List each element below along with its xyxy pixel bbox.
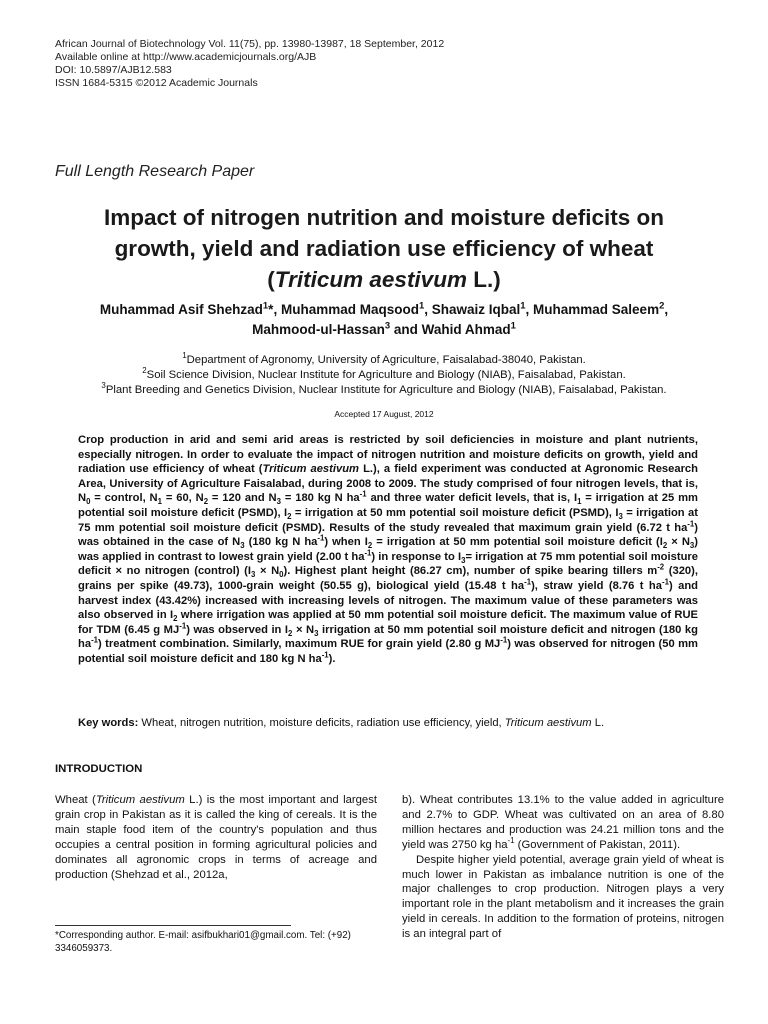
affiliation-text: Soil Science Division, Nuclear Institute for Agriculture and Biology (NIAB), Faisalabad, Pakistan. <box>146 369 626 381</box>
keywords-end: L. <box>591 717 605 729</box>
paragraph-species: Triticum aestivum <box>95 794 185 806</box>
abstract-text: = irrigation at 50 mm potential soil moisture deficit (I <box>372 536 663 549</box>
abstract-text: = control, N <box>90 492 158 505</box>
paragraph-text: (Government of Pakistan, 2011). <box>514 838 681 851</box>
issn-line: ISSN 1684-5315 ©2012 Academic Journals <box>55 77 258 89</box>
subscript: 3 <box>240 541 245 551</box>
abstract-text: ). Highest plant height (86.27 cm), number of spike bearing tillers m <box>283 565 658 578</box>
affiliation-sup: 2 <box>142 366 147 376</box>
journal-citation: African Journal of Biotechnology Vol. 11(75), pp. 13980-13987, 18 September, 2012 <box>55 38 445 50</box>
abstract-text: = 60, N <box>162 492 204 505</box>
author-name: Muhammad Maqsood <box>280 302 419 317</box>
availability-line: Available online at http://www.academicjournals.org/AJB <box>55 51 317 63</box>
abstract-text: ) was observed in I <box>186 623 289 636</box>
abstract-text: = 120 and N <box>208 492 277 505</box>
author-name: Wahid Ahmad <box>421 322 511 337</box>
author-list <box>40 300 728 340</box>
abstract-text: × N <box>292 623 315 636</box>
subscript: 1 <box>157 497 162 507</box>
affiliation-sup: 3 <box>101 381 106 391</box>
author-separator: , <box>273 302 281 317</box>
affiliation-text: Department of Agronomy, University of Agriculture, Faisalabad-38040, Pakistan. <box>186 354 586 366</box>
abstract-text: ). <box>328 652 336 665</box>
author-name: Muhammad Saleem <box>533 302 660 317</box>
abstract <box>78 433 698 667</box>
superscript: -1 <box>359 489 367 499</box>
abstract-text: Crop production in arid and semi arid areas is restricted by soil deficiencies in moisture and plant nutrients, especially nitrogen. In order to evaluate the impact of nitrogen nutrition and moisture deficits on growth, yield and radiation use efficiency of wheat ( <box>78 434 698 476</box>
abstract-text: ) and harvest index (43.42%) increased with increasing levels of nitrogen. The maximum value of these parameters was also observed in I <box>78 579 698 622</box>
abstract-text: where irrigation was applied at 50 mm potential soil moisture deficit. The maximum value of RUE for TDM (6.45 g MJ <box>78 609 698 636</box>
superscript: -1 <box>687 518 695 528</box>
superscript: -1 <box>500 635 508 645</box>
abstract-text: ) treatment combination. Similarly, maximum RUE for grain yield (2.80 g MJ <box>98 638 501 651</box>
subscript: 3 <box>689 541 695 551</box>
paper-type: Full Length Research Paper <box>55 163 255 180</box>
abstract-text: ) in response to I <box>371 550 462 563</box>
paragraph: Despite higher yield potential, average grain yield of wheat is much lower in Pakistan as imbalance nutrition is one of the major challenges to crop production. Nitrogen plays a very important role in the plant metabolism and it increases the grain yield in cereals. In addition to the formation of proteins, nitrogen is an integral part of <box>402 853 724 941</box>
subscript: 3 <box>276 497 281 507</box>
keywords-species: Triticum aestivum <box>504 717 592 729</box>
abstract-text: (180 kg N ha <box>244 536 318 549</box>
subscript: 2 <box>662 541 668 551</box>
abstract-text: ) was observed for nitrogen (50 mm potential soil moisture deficit and 180 kg N ha <box>78 638 698 665</box>
subscript: 2 <box>367 541 373 551</box>
title-paren-open: ( <box>267 267 275 292</box>
subscript: 0 <box>279 570 284 580</box>
subscript: 3 <box>314 628 319 638</box>
subscript: 3 <box>251 570 256 580</box>
subscript: 0 <box>86 497 91 507</box>
paragraph-text: L.) is the most important and largest grain crop in Pakistan as it is called the king of cereals. It is the main staple food item of the country's population and thus occupies a central position in forming agricultural policies and dominates all agronomic crops in terms of acreage and production (Shehzad et al., 2012a, <box>55 794 377 881</box>
author-name: Mahmood-ul-Hassan <box>252 322 385 337</box>
abstract-text: = irrigation at 75 mm potential soil moisture deficit (PSMD). Results of the study revealed that maximum grain yield (6.72 t ha <box>78 506 699 534</box>
abstract-text: (320), grains per spike (49.73), 1000-grain weight (50.55 g), biological yield (15.48 t ha <box>78 565 698 592</box>
abstract-text: = 180 kg N ha <box>281 492 360 505</box>
section-heading-introduction: INTRODUCTION <box>55 763 143 775</box>
affiliation <box>40 368 728 383</box>
keywords-text: Wheat, nitrogen nutrition, moisture deficits, radiation use efficiency, yield, <box>138 717 505 729</box>
title-line-1: Impact of nitrogen nutrition and moisture deficits on <box>103 205 664 230</box>
author-separator: and <box>390 322 422 337</box>
author-affil-sup: 1 <box>520 300 526 312</box>
paragraph <box>55 793 377 882</box>
subscript: 3 <box>461 555 466 565</box>
journal-header <box>55 38 444 90</box>
doi-line: DOI: 10.5897/AJB12.583 <box>55 64 172 76</box>
author-affil-sup: 1 <box>262 300 269 312</box>
body-column-left <box>55 793 377 882</box>
author-affil-sup: 1 <box>510 320 516 332</box>
abstract-text: irrigation at 50 mm potential soil moisture deficit and nitrogen (180 kg ha <box>78 623 698 651</box>
superscript: -1 <box>91 635 99 645</box>
corresponding-mark: * <box>268 302 274 317</box>
paragraph-text: b). Wheat contributes 13.1% to the value added in agriculture and 2.7% to GDP. Wheat was cultivated on an area of 8.80 million hectares and production was 24.21 million tons and the yield was 2750 kg ha <box>402 794 724 851</box>
title-line-2: growth, yield and radiation use efficiency of wheat <box>114 236 654 261</box>
paper-title <box>40 202 728 295</box>
superscript: -1 <box>179 620 187 630</box>
affiliation <box>40 383 728 398</box>
subscript: 2 <box>288 628 293 638</box>
subscript: 3 <box>618 512 623 522</box>
superscript: -1 <box>524 577 532 587</box>
author-affil-sup: 2 <box>659 300 665 312</box>
superscript: -1 <box>317 533 325 543</box>
abstract-text: and three water deficit levels, that is, I <box>366 492 578 505</box>
corresponding-author-footnote: *Corresponding author. E-mail: asifbukhari01@gmail.com. Tel: (+92) 3346059373. <box>55 930 351 954</box>
accepted-date: Accepted 17 August, 2012 <box>334 409 434 419</box>
abstract-text: = irrigation at 75 mm potential soil moisture deficit × no nitrogen (control) (I <box>78 550 698 578</box>
author-name: Muhammad Asif Shehzad <box>99 302 263 317</box>
author-name: Shawaiz Iqbal <box>431 302 521 317</box>
subscript: 2 <box>173 614 178 624</box>
abstract-text: × N <box>255 565 280 578</box>
abstract-text: ) was applied in contrast to lowest grain yield (2.00 t ha <box>78 536 698 563</box>
author-separator: , <box>525 302 534 317</box>
keywords-label: Key words: <box>78 717 139 729</box>
abstract-text: ) was obtained in the case of N <box>78 521 698 549</box>
abstract-text: ), straw yield (8.76 t ha <box>531 579 662 592</box>
abstract-text: × N <box>667 536 690 549</box>
abstract-text: = irrigation at 50 mm potential soil moisture deficit (PSMD), I <box>291 506 619 519</box>
title-paren-close: L.) <box>466 267 501 292</box>
subscript: 1 <box>577 497 582 507</box>
abstract-text: = irrigation at 25 mm potential soil moisture deficit (PSMD), I <box>78 492 698 519</box>
footnote-divider <box>55 925 291 926</box>
body-column-right <box>402 793 724 942</box>
affiliation-text: Plant Breeding and Genetics Division, Nuclear Institute for Agriculture and Biology (NIAB), Faisalabad, Pakistan. <box>105 384 667 396</box>
author-affil-sup: 1 <box>418 300 425 312</box>
subscript: 2 <box>287 512 292 522</box>
title-species: Triticum aestivum <box>274 267 467 292</box>
affiliation-list <box>40 353 728 398</box>
author-affil-sup: 3 <box>384 320 391 332</box>
abstract-text: L.), a field experiment was conducted at Agronomic Research Area, University of Agriculture Faisalabad, during 2008 to 2009. The study comprised of four nitrogen levels, that is, N <box>78 463 698 505</box>
abstract-text: ) when I <box>324 536 368 549</box>
affiliation-sup: 1 <box>182 351 187 361</box>
superscript: -2 <box>657 562 665 572</box>
author-separator: , <box>424 302 432 317</box>
superscript: -1 <box>661 577 669 587</box>
keywords <box>78 716 698 731</box>
superscript: -1 <box>364 548 372 558</box>
abstract-species: Triticum aestivum <box>262 463 359 476</box>
subscript: 2 <box>203 497 209 507</box>
superscript: -1 <box>507 835 515 845</box>
paragraph <box>402 793 724 853</box>
superscript: -1 <box>321 650 329 660</box>
paragraph-text: Wheat ( <box>55 794 96 806</box>
author-separator: , <box>664 302 669 317</box>
